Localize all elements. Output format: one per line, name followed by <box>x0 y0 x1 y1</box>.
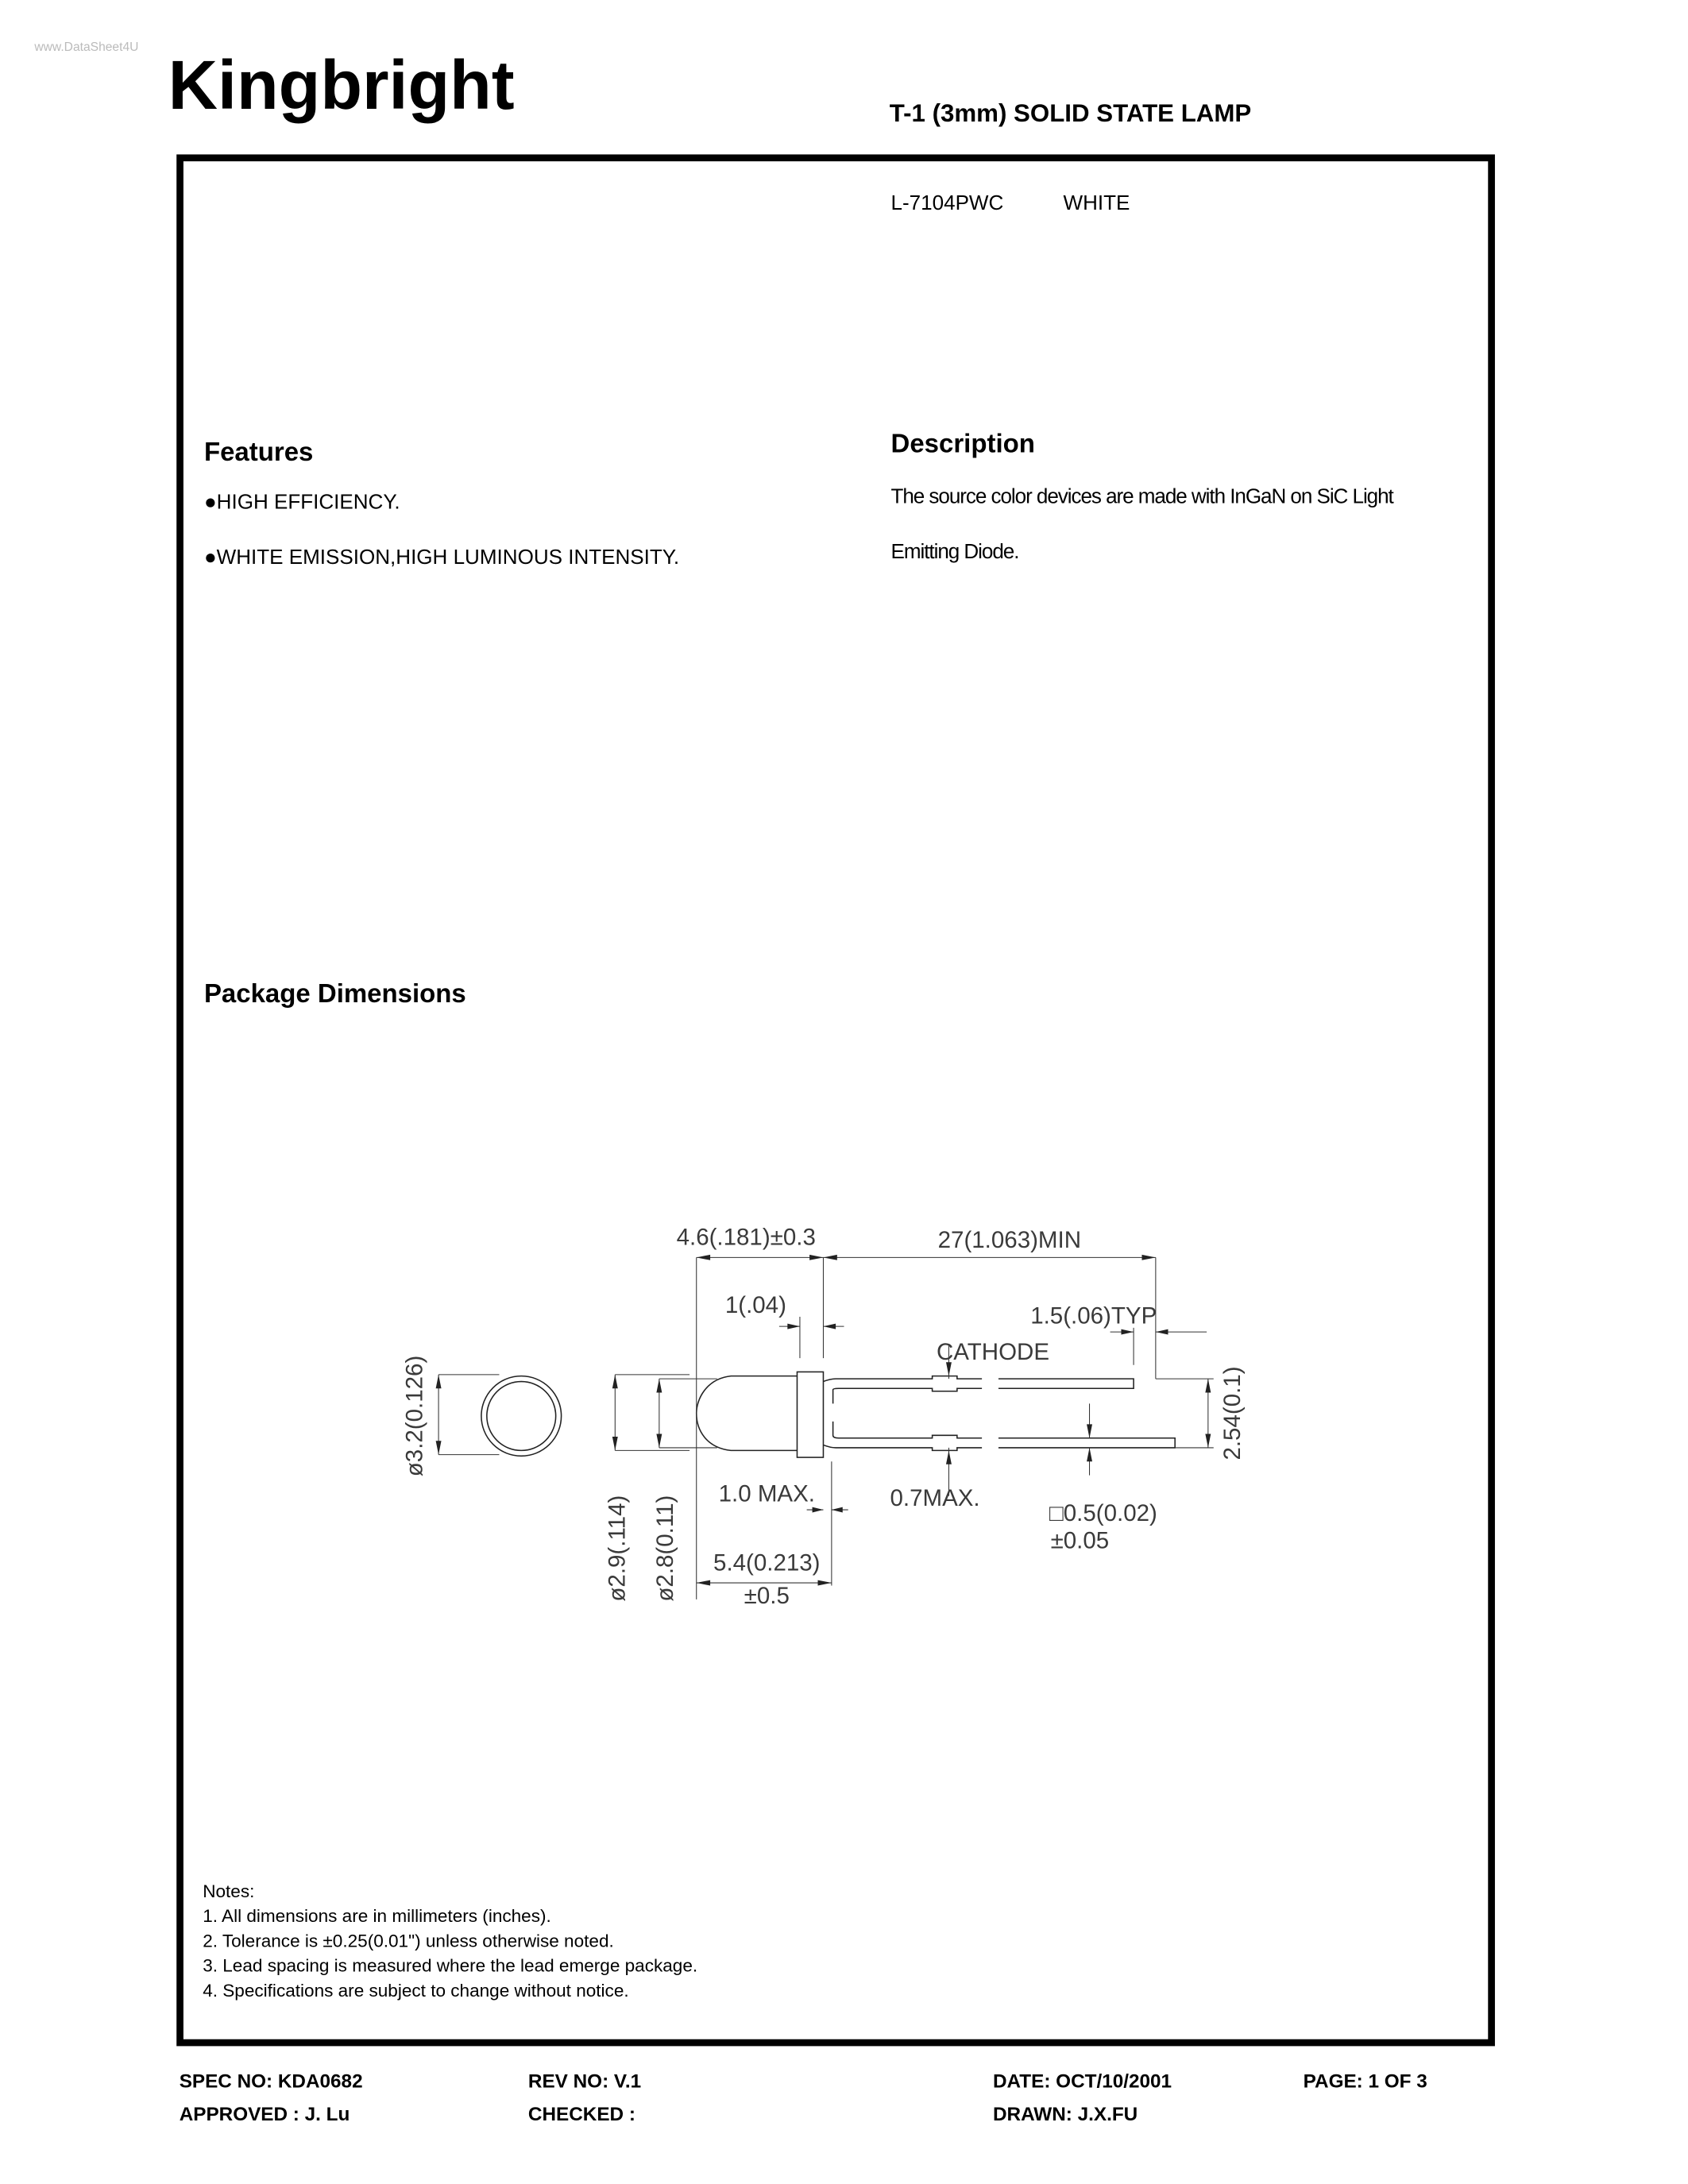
dim-label: ±0.5 <box>744 1583 790 1610</box>
part-color: WHITE <box>1063 190 1130 214</box>
led-dome <box>697 1376 798 1451</box>
cathode-lead-end <box>999 1438 1175 1448</box>
page-number: PAGE: 1 OF 3 <box>1303 2070 1427 2093</box>
dim-label: ø3.2(0.126) <box>401 1355 428 1477</box>
feature-item: ●WHITE EMISSION,HIGH LUMINOUS INTENSITY. <box>203 545 680 569</box>
kingbright-logo: Kingbright <box>168 47 515 125</box>
document-title: T-1 (3mm) SOLID STATE LAMP <box>889 98 1252 127</box>
cathode-label: CATHODE <box>936 1338 1050 1365</box>
description-line: The source color devices are made with InGaN on SiC Light <box>890 484 1393 508</box>
notes-heading: Notes: <box>203 1881 255 1901</box>
dim-label: 0.7MAX. <box>890 1484 980 1511</box>
notes <box>203 1881 697 2001</box>
rev-no: REV NO: V.1 <box>527 2070 642 2093</box>
dim-label: 5.4(0.213) <box>713 1549 821 1576</box>
anode-lead-end <box>999 1379 1134 1388</box>
dim-label: 2.54(0.1) <box>1219 1366 1246 1461</box>
led-flange <box>797 1372 823 1457</box>
dim-label: ±0.05 <box>1050 1527 1110 1554</box>
note-item: 1. All dimensions are in millimeters (inches). <box>203 1906 551 1927</box>
dim-label: ø2.9(.114) <box>604 1495 631 1602</box>
end-view-outer-circle <box>481 1376 562 1457</box>
description-line: Emitting Diode. <box>890 539 1019 564</box>
diameter-dim-line <box>438 1375 499 1455</box>
part-number: L-7104PWC <box>890 190 1004 214</box>
dim-label: 1.5(.06)TYP <box>1030 1302 1157 1329</box>
spec-no: SPEC NO: KDA0682 <box>179 2070 363 2093</box>
dim-label: ø2.8(0.11) <box>652 1495 679 1602</box>
note-item: 4. Specifications are subject to change without notice. <box>203 1980 629 2001</box>
checked: CHECKED : <box>527 2104 635 2126</box>
anode-lead <box>823 1376 982 1404</box>
description-heading: Description <box>890 428 1035 458</box>
footer <box>180 2070 1427 2125</box>
dim-label: 4.6(.181)±0.3 <box>676 1224 816 1251</box>
watermark: www.DataSheet4U <box>34 41 139 55</box>
end-view-inner-circle <box>487 1382 556 1451</box>
package-dimensions-heading: Package Dimensions <box>203 978 466 1009</box>
note-item: 2. Tolerance is ±0.25(0.01") unless otherwise noted. <box>203 1931 614 1951</box>
features-heading: Features <box>203 436 314 466</box>
cathode-lead <box>823 1422 982 1450</box>
date: DATE: OCT/10/2001 <box>992 2070 1172 2093</box>
dim-label: 27(1.063)MIN <box>937 1227 1082 1254</box>
package-drawing <box>401 1225 1246 1609</box>
content-frame <box>180 158 1492 2043</box>
dim-label: 1.0 MAX. <box>718 1480 815 1507</box>
note-item: 3. Lead spacing is measured where the lead emerge package. <box>203 1955 698 1976</box>
dim-label: 1(.04) <box>724 1291 786 1318</box>
drawn: DRAWN: J.X.FU <box>992 2104 1138 2126</box>
feature-item: ●HIGH EFFICIENCY. <box>203 489 400 514</box>
dim-label: □0.5(0.02) <box>1049 1499 1157 1526</box>
approved: APPROVED : J. Lu <box>179 2104 350 2126</box>
